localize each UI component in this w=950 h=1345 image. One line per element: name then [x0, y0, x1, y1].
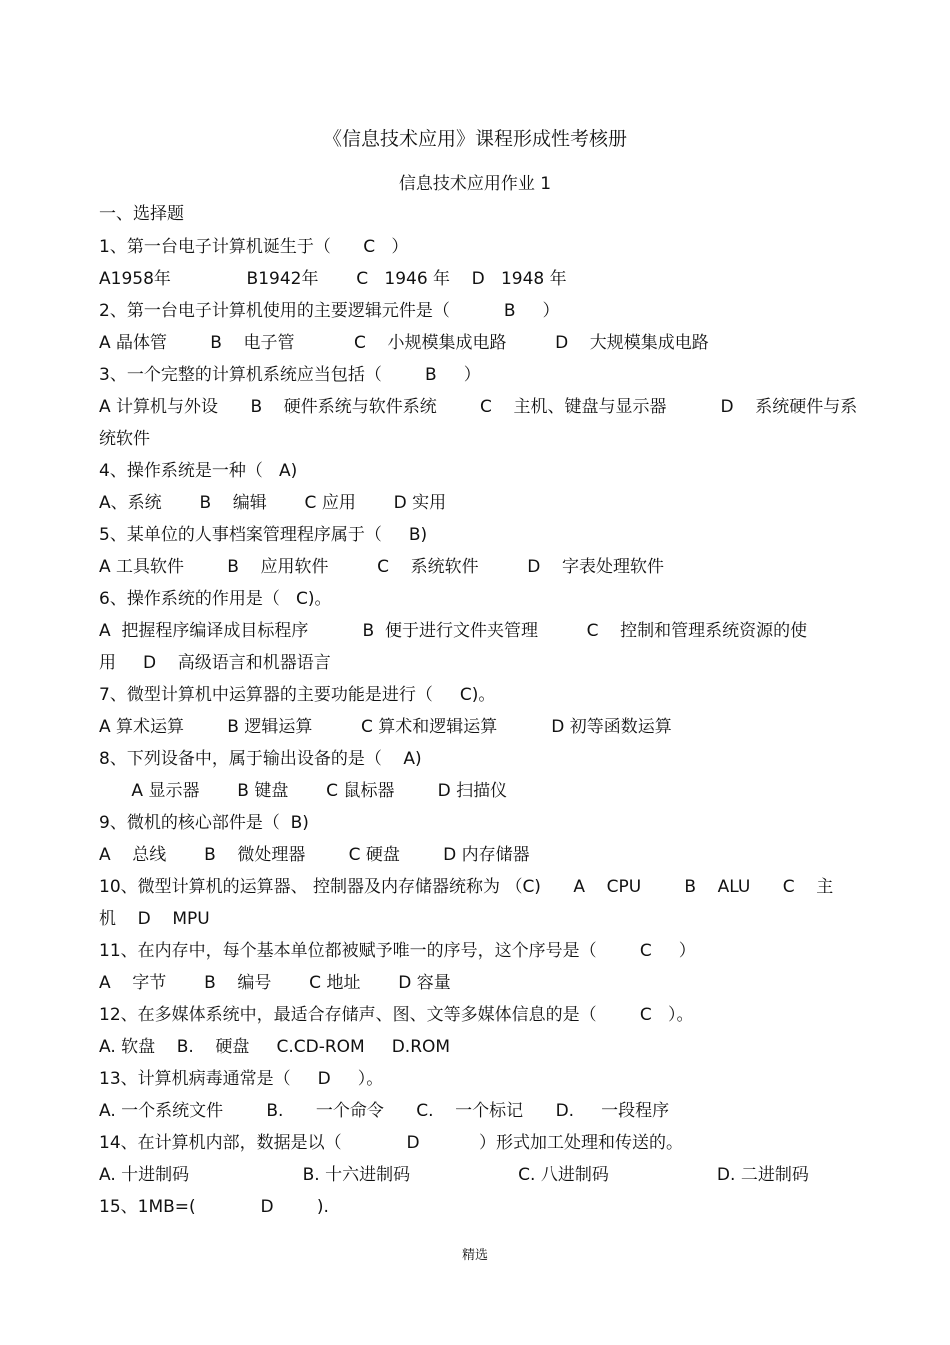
question-line: 1、第一台电子计算机诞生于（ C ） — [99, 237, 409, 257]
question-line: 8、下列设备中，属于输出设备的是（ A) — [99, 749, 422, 769]
options-line-continued: 机 D MPU — [99, 909, 210, 929]
options-line: A. 一个系统文件 B. 一个命令 C. 一个标记 D. 一段程序 — [99, 1101, 670, 1121]
question-line: 14、在计算机内部，数据是以（ D ）形式加工处理和传送的。 — [99, 1133, 684, 1153]
question-line: 13、计算机病毒通常是（ D ）。 — [99, 1069, 384, 1089]
question-line: 12、在多媒体系统中，最适合存储声、图、文等多媒体信息的是（ C ）。 — [99, 1005, 694, 1025]
options-line: A 计算机与外设 B 硬件系统与软件系统 C 主机、键盘与显示器 D 系统硬件与系 — [99, 397, 858, 417]
document-subtitle: 信息技术应用作业 1 — [398, 174, 552, 194]
question-line: 11、在内存中，每个基本单位都被赋予唯一的序号，这个序号是（ C ） — [99, 941, 696, 961]
question-line: 5、某单位的人事档案管理程序属于（ B) — [99, 525, 428, 545]
section-heading: 一、选择题 — [99, 204, 184, 224]
page-footer: 精选 — [461, 1248, 488, 1263]
options-line: A 把握程序编译成目标程序 B 便于进行文件夹管理 C 控制和管理系统资源的使 — [99, 621, 808, 641]
document-title: 《信息技术应用》课程形成性考核册 — [322, 128, 627, 150]
options-line: A 工具软件 B 应用软件 C 系统软件 D 字表处理软件 — [99, 557, 665, 577]
options-line: A 算术运算 B 逻辑运算 C 算术和逻辑运算 D 初等函数运算 — [99, 717, 672, 737]
question-line: 2、第一台电子计算机使用的主要逻辑元件是（ B ） — [99, 301, 560, 321]
question-line: 3、一个完整的计算机系统应当包括（ B ） — [99, 365, 481, 385]
question-line: 9、微机的核心部件是（ B) — [99, 813, 309, 833]
question-line: 15、1MB=( D ). — [99, 1197, 329, 1217]
question-line: 6、操作系统的作用是（ C)。 — [99, 589, 332, 609]
options-line: A、系统 B 编辑 C 应用 D 实用 — [99, 493, 447, 513]
options-line: A. 软盘 B. 硬盘 C.CD-ROM D.ROM — [99, 1037, 451, 1057]
options-line: A 字节 B 编号 C 地址 D 容量 — [99, 973, 451, 993]
options-line: A 晶体管 B 电子管 C 小规模集成电路 D 大规模集成电路 — [99, 333, 709, 353]
options-line-continued: 统软件 — [99, 429, 150, 449]
options-line: A 显示器 B 键盘 C 鼠标器 D 扫描仪 — [99, 781, 508, 801]
question-line: 4、操作系统是一种（ A) — [99, 461, 298, 481]
options-line: A1958年 B1942年 C 1946 年 D 1948 年 — [99, 269, 567, 289]
options-line: A. 十进制码 B. 十六进制码 C. 八进制码 D. 二进制码 — [99, 1165, 809, 1185]
options-line-continued: 用 D 高级语言和机器语言 — [99, 653, 331, 673]
question-line: 7、微型计算机中运算器的主要功能是进行（ C)。 — [99, 685, 496, 705]
question-line: 10、微型计算机的运算器、 控制器及内存储器统称为 （C) A CPU B ALU C 主 — [99, 877, 834, 897]
options-line: A 总线 B 微处理器 C 硬盘 D 内存储器 — [99, 845, 530, 865]
